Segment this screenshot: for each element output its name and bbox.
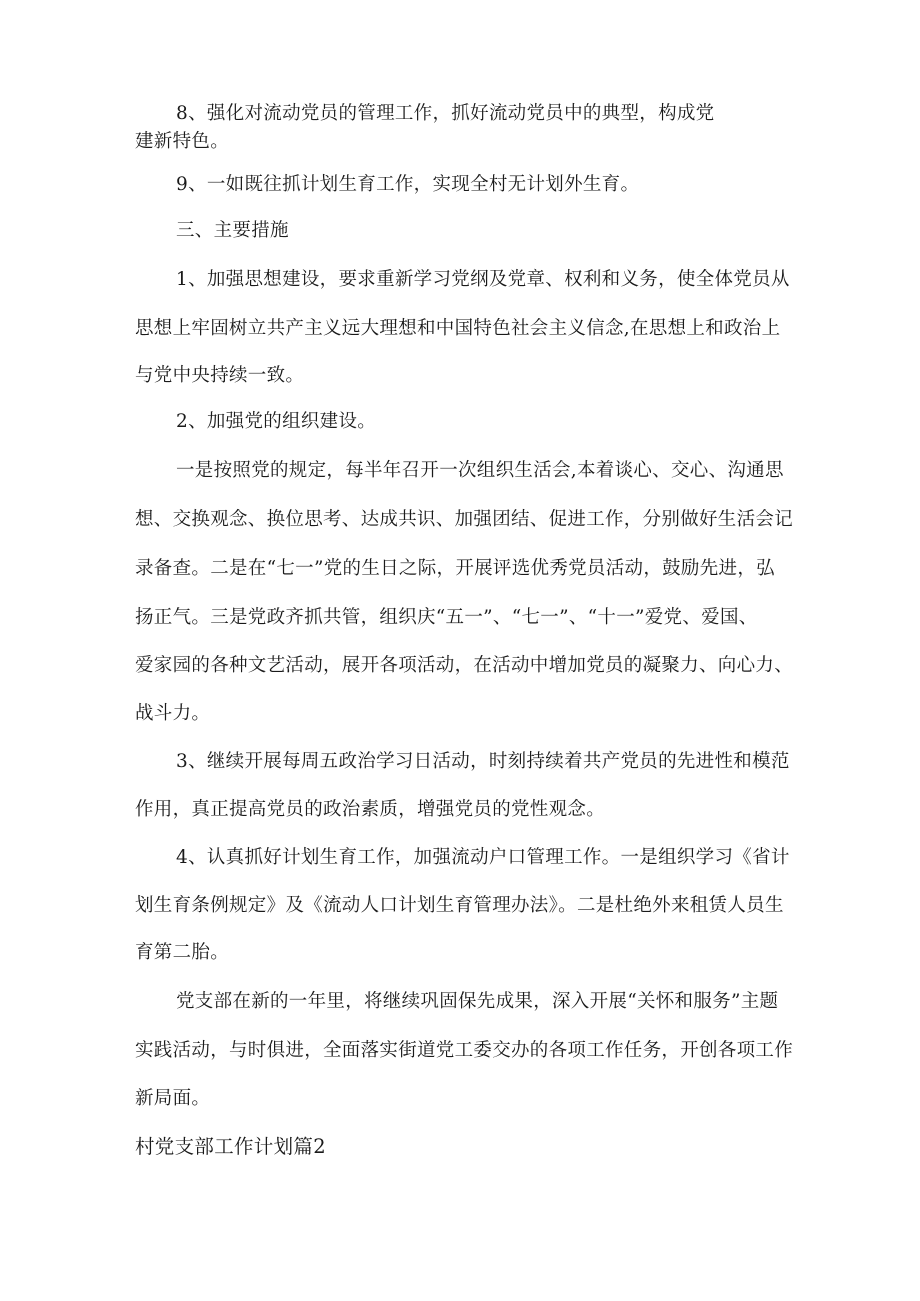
paragraph-line: 战斗力。 (135, 703, 211, 724)
paragraph-line: 4、认真抓好计划生育工作，加强流动户口管理工作。一是组织学习《省计 (176, 847, 790, 868)
paragraph-line: 划生育条例规定》及《流动人口计划生育管理办法》。二是杜绝外来租赁人员生 (135, 895, 784, 916)
paragraph-line: 想、交换观念、换位思考、达成共识、加强团结、促进工作，分别做好生活会记 (135, 509, 794, 530)
paragraph-line: 党支部在新的一年里，将继续巩固保先成果，深入开展“关怀和服务”主题 (176, 991, 779, 1012)
paragraph-line: 爱家园的各种文艺活动，展开各项活动，在活动中增加党员的凝聚力、向心力、 (135, 655, 794, 676)
paragraph-line: 与党中央持续一致。 (135, 365, 305, 386)
paragraph-line: 录备查。二是在“七一”党的生日之际，开展评选优秀党员活动，鼓励先进，弘 (135, 558, 775, 579)
paragraph-line: 1、加强思想建设，要求重新学习党纲及党章、权利和义务，使全体党员从 (176, 269, 790, 290)
paragraph-line: 建新特色。 (135, 131, 230, 152)
paragraph-line: 9、一如既往抓计划生育工作，实现全村无计划外生育。 (176, 174, 640, 195)
paragraph-line: 3、继续开展每周五政治学习日活动，时刻持续着共产党员的先进性和模范 (176, 751, 790, 772)
paragraph-line: 作用，真正提高党员的政治素质，增强党员的党性观念。 (135, 799, 606, 820)
section-title: 村党支部工作计划篇2 (135, 1135, 326, 1158)
paragraph-line: 新局面。 (135, 1088, 211, 1109)
section-heading: 三、主要措施 (176, 220, 289, 241)
paragraph-line: 2、加强党的组织建设。 (176, 411, 377, 432)
paragraph-line: 育第二胎。 (135, 942, 230, 963)
paragraph-line: 思想上牢固树立共产主义远大理想和中国特色社会主义信念,在思想上和政治上 (135, 318, 781, 339)
paragraph-line: 一是按照党的规定，每半年召开一次组织生活会,本着谈心、交心、沟通思 (176, 460, 784, 481)
paragraph-line: 8、强化对流动党员的管理工作，抓好流动党员中的典型，构成党 (176, 103, 715, 124)
paragraph-line: 实践活动，与时俱进，全面落实街道党工委交办的各项工作任务，开创各项工作 (135, 1040, 794, 1061)
paragraph-line: 扬正气。三是党政齐抓共管，组织庆“五一”、“七一”、“十一”爱党、爱国、 (135, 607, 758, 628)
